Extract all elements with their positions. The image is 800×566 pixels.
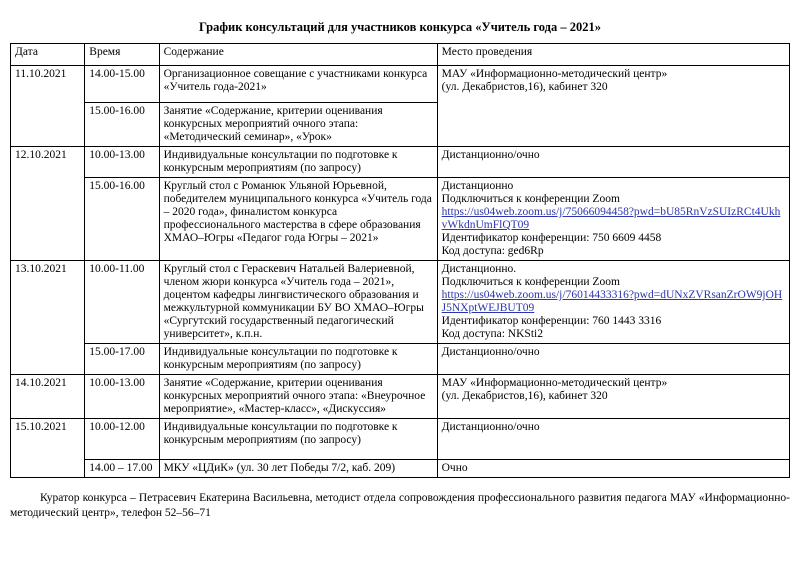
content-cell: Организационное совещание с участниками конкурса «Учитель года-2021» — [159, 66, 437, 103]
place-cell: Дистанционно/очно — [437, 344, 789, 375]
consultation-schedule-table — [10, 43, 790, 478]
time-cell: 14.00 – 17.00 — [85, 460, 159, 478]
access-code-line: Код доступа: ged6Rp — [441, 245, 544, 257]
table-row — [11, 147, 790, 178]
place-cell — [437, 375, 789, 419]
place-cell: Очно — [437, 460, 789, 478]
place-line: МАУ «Информационно-методический центр» — [441, 68, 668, 80]
date-cell: 14.10.2021 — [11, 375, 85, 419]
time-cell: 15.00-16.00 — [85, 103, 159, 147]
date-cell: 15.10.2021 — [11, 419, 85, 478]
zoom-meeting-link[interactable]: https://us04web.zoom.us/j/76014433316?pwd=dUNxZVRsanZrOW9jOHJ5NXptWEJBUT09 — [441, 289, 783, 314]
time-cell: 10.00-12.00 — [85, 419, 159, 460]
content-cell: Индивидуальные консультации по подготовке к конкурсным мероприятиям (по запросу) — [159, 419, 437, 460]
table-row — [11, 178, 790, 261]
table-row — [11, 419, 790, 460]
content-cell: Занятие «Содержание, критерии оценивания конкурсных мероприятий очного этапа: «Методический семинар», «Урок» — [159, 103, 437, 147]
place-cell: Дистанционно/очно — [437, 419, 789, 460]
table-row — [11, 261, 790, 344]
zoom-meeting-link[interactable]: https://us04web.zoom.us/j/75066094458?pwd=bU85RnVzSUIzRCt4UkhvWkdnUmFlQT09 — [441, 206, 781, 231]
time-cell: 15.00-16.00 — [85, 178, 159, 261]
place-cell: Дистанционно/очно — [437, 147, 789, 178]
access-code-line: Код доступа: NKSti2 — [441, 328, 543, 340]
place-line: Подключиться к конференции Zoom — [441, 276, 620, 288]
content-cell: Индивидуальные консультации по подготовке к конкурсным мероприятиям (по запросу) — [159, 147, 437, 178]
place-cell — [437, 178, 789, 261]
table-row — [11, 460, 790, 478]
content-cell: Индивидуальные консультации по подготовке к конкурсным мероприятиям (по запросу) — [159, 344, 437, 375]
time-cell: 14.00-15.00 — [85, 66, 159, 103]
header-row — [11, 44, 790, 66]
meeting-id-line: Идентификатор конференции: 760 1443 3316 — [441, 315, 662, 327]
place-cell — [437, 261, 789, 344]
meeting-id-line: Идентификатор конференции: 750 6609 4458 — [441, 232, 662, 244]
place-cell — [437, 66, 789, 147]
time-cell: 10.00-13.00 — [85, 147, 159, 178]
column-header-date: Дата — [11, 44, 85, 66]
page-title: График консультаций для участников конкурса «Учитель года – 2021» — [199, 20, 601, 34]
content-cell: МКУ «ЦДиК» (ул. 30 лет Победы 7/2, каб. 209) — [159, 460, 437, 478]
place-line: (ул. Декабристов,16), кабинет 320 — [441, 81, 608, 93]
content-cell: Круглый стол с Романюк Ульяной Юрьевной, победителем муниципального конкурса «Учитель года – 2020 года», финалистом конкурса профессионального мастерства в сфере образования ХМАО–Югры «Педагог года Югры – 2021» — [159, 178, 437, 261]
place-line: МАУ «Информационно-методический центр» — [441, 377, 668, 389]
place-line: Дистанционно — [441, 180, 514, 192]
column-header-place: Место проведения — [437, 44, 789, 66]
time-cell: 10.00-11.00 — [85, 261, 159, 344]
date-cell: 12.10.2021 — [11, 147, 85, 261]
date-cell: 13.10.2021 — [11, 261, 85, 375]
date-cell: 11.10.2021 — [11, 66, 85, 147]
column-header-time: Время — [85, 44, 159, 66]
table-row — [11, 375, 790, 419]
content-cell: Занятие «Содержание, критерии оценивания конкурсных мероприятий очного этапа: «Внеурочное мероприятие», «Мастер-класс», «Дискуссия» — [159, 375, 437, 419]
column-header-content: Содержание — [159, 44, 437, 66]
time-cell: 15.00-17.00 — [85, 344, 159, 375]
place-line: Дистанционно. — [441, 263, 517, 275]
content-cell: Круглый стол с Гераскевич Натальей Валериевной, членом жюри конкурса «Учитель года – 2021», доцентом кафедры лингвистического образования и межкультурной коммуникации БУ ВО ХМАО–Югры «Сургутский государственный педагогический университет», к.п.н. — [159, 261, 437, 344]
place-line: Подключиться к конференции Zoom — [441, 193, 620, 205]
table-row — [11, 66, 790, 103]
curator-note: Куратор конкурса – Петрасевич Екатерина Васильевна, методист отдела сопровождения профессионального развития педагога МАУ «Информационно-методический центр», телефон 52–56–71 — [10, 492, 790, 519]
table-row — [11, 344, 790, 375]
time-cell: 10.00-13.00 — [85, 375, 159, 419]
place-line: (ул. Декабристов,16), кабинет 320 — [441, 390, 608, 402]
